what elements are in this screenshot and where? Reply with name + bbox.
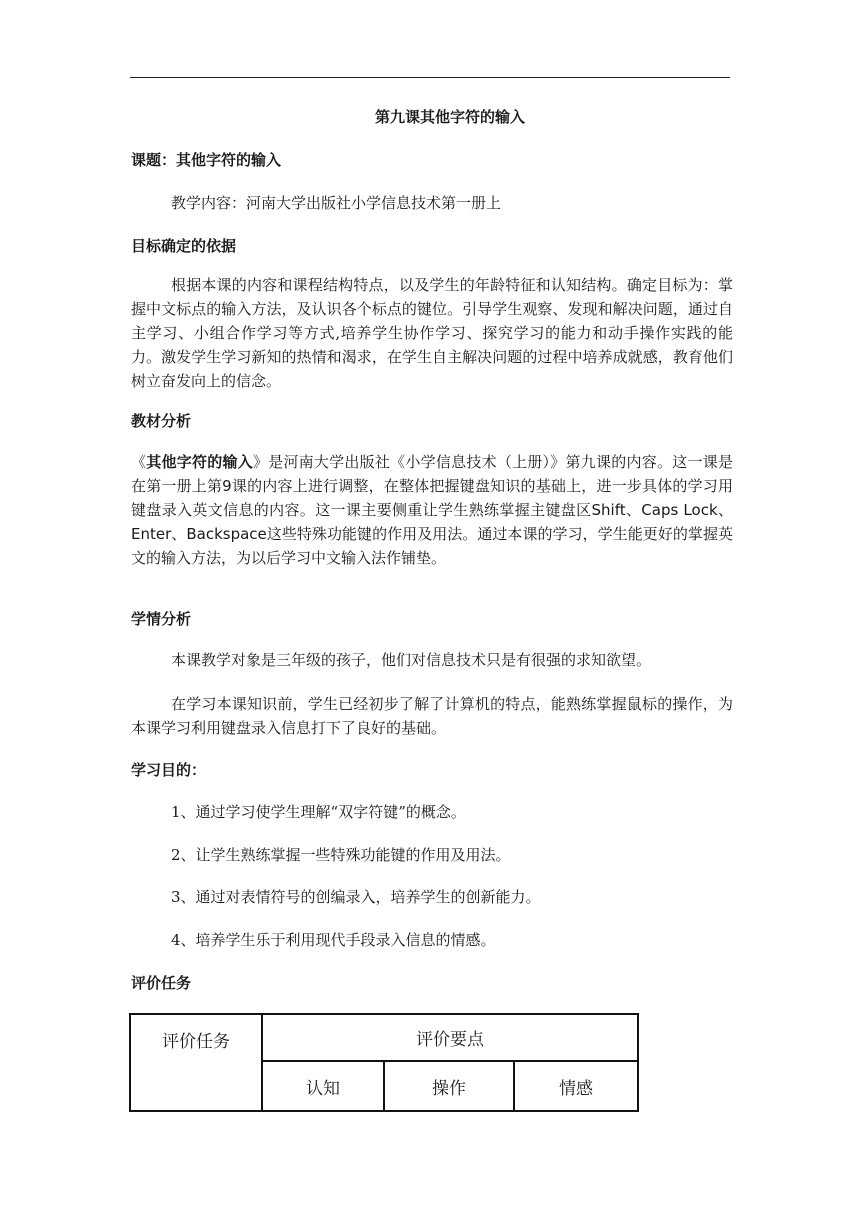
basis-paragraph: 根据本课的内容和课程结构特点，以及学生的年龄特征和认知结构。确定目标为：掌握中文标点的输入方法，及认识各个标点的键位。引导学生观察、发现和解决问题，通过自主学习、小组合作学习等方式,培养学生协作学习、探究学习的能力和动手操作实践的能力。激发学生学习新知的热情和渴求，在学生自主解决问题的过程中培养成就感，教育他们树立奋发向上的信念。 xyxy=(131,276,733,390)
eval-points-header: 评价要点 xyxy=(262,1014,638,1061)
eval-heading: 评价任务 xyxy=(131,974,192,992)
header-rule xyxy=(130,77,730,78)
material-text-3: 这些特殊功能键的作用及用法。通过本课的学习，学生能更好的掌握英文的输入方法，为以后学习中文输入法作铺垫。 xyxy=(131,525,733,567)
topic-heading: 课题：其他字符的输入 xyxy=(131,151,282,169)
material-text-1: 》是河南大学出版社《小学信息技术（上册）》第九课的内容。这一课是在第一册上第 xyxy=(131,453,733,495)
document-title: 第九课其他字符的输入 xyxy=(374,108,525,126)
eval-task-header: 评价任务 xyxy=(130,1014,262,1111)
goal-item: 3、通过对表情符号的创编录入，培养学生的创新能力。 xyxy=(171,888,541,906)
goal-item: 4、培养学生乐于利用现代手段录入信息的情感。 xyxy=(171,931,496,949)
book-title: 其他字符的输入 xyxy=(146,453,253,471)
goal-item: 1、通过学习使学生理解“双字符键”的概念。 xyxy=(171,803,466,821)
learner-heading: 学情分析 xyxy=(131,610,192,628)
function-keys: Shift、Caps Lock、Enter、Backspace xyxy=(131,501,733,543)
goals-heading: 学习目的： xyxy=(131,761,207,779)
teaching-content: 教学内容：河南大学出版社小学信息技术第一册上 xyxy=(171,194,502,212)
evaluation-table xyxy=(129,1013,639,1112)
material-heading: 教材分析 xyxy=(131,412,192,430)
learner-paragraph-2: 在学习本课知识前，学生已经初步了解了计算机的特点，能熟练掌握鼠标的操作，为本课学习利用键盘录入信息打下了良好的基础。 xyxy=(131,695,733,737)
eval-emotion-header: 情感 xyxy=(514,1061,638,1111)
goal-item: 2、让学生熟练掌握一些特殊功能键的作用及用法。 xyxy=(171,846,511,864)
open-quote: 《 xyxy=(131,453,147,471)
learner-paragraph-1: 本课教学对象是三年级的孩子，他们对信息技术只是有很强的求知欲望。 xyxy=(171,651,652,669)
eval-cognition-header: 认知 xyxy=(262,1061,384,1111)
material-paragraph xyxy=(131,450,733,570)
eval-operation-header: 操作 xyxy=(384,1061,514,1111)
basis-heading: 目标确定的依据 xyxy=(131,237,237,255)
material-text-2: 课的内容上进行调整，在整体把握键盘知识的基础上，进一步具体的学习用键盘录入英文信息的内容。这一课主要侧重让学生熟练掌握主键盘区 xyxy=(131,477,733,519)
lesson-number: 9 xyxy=(222,477,232,495)
